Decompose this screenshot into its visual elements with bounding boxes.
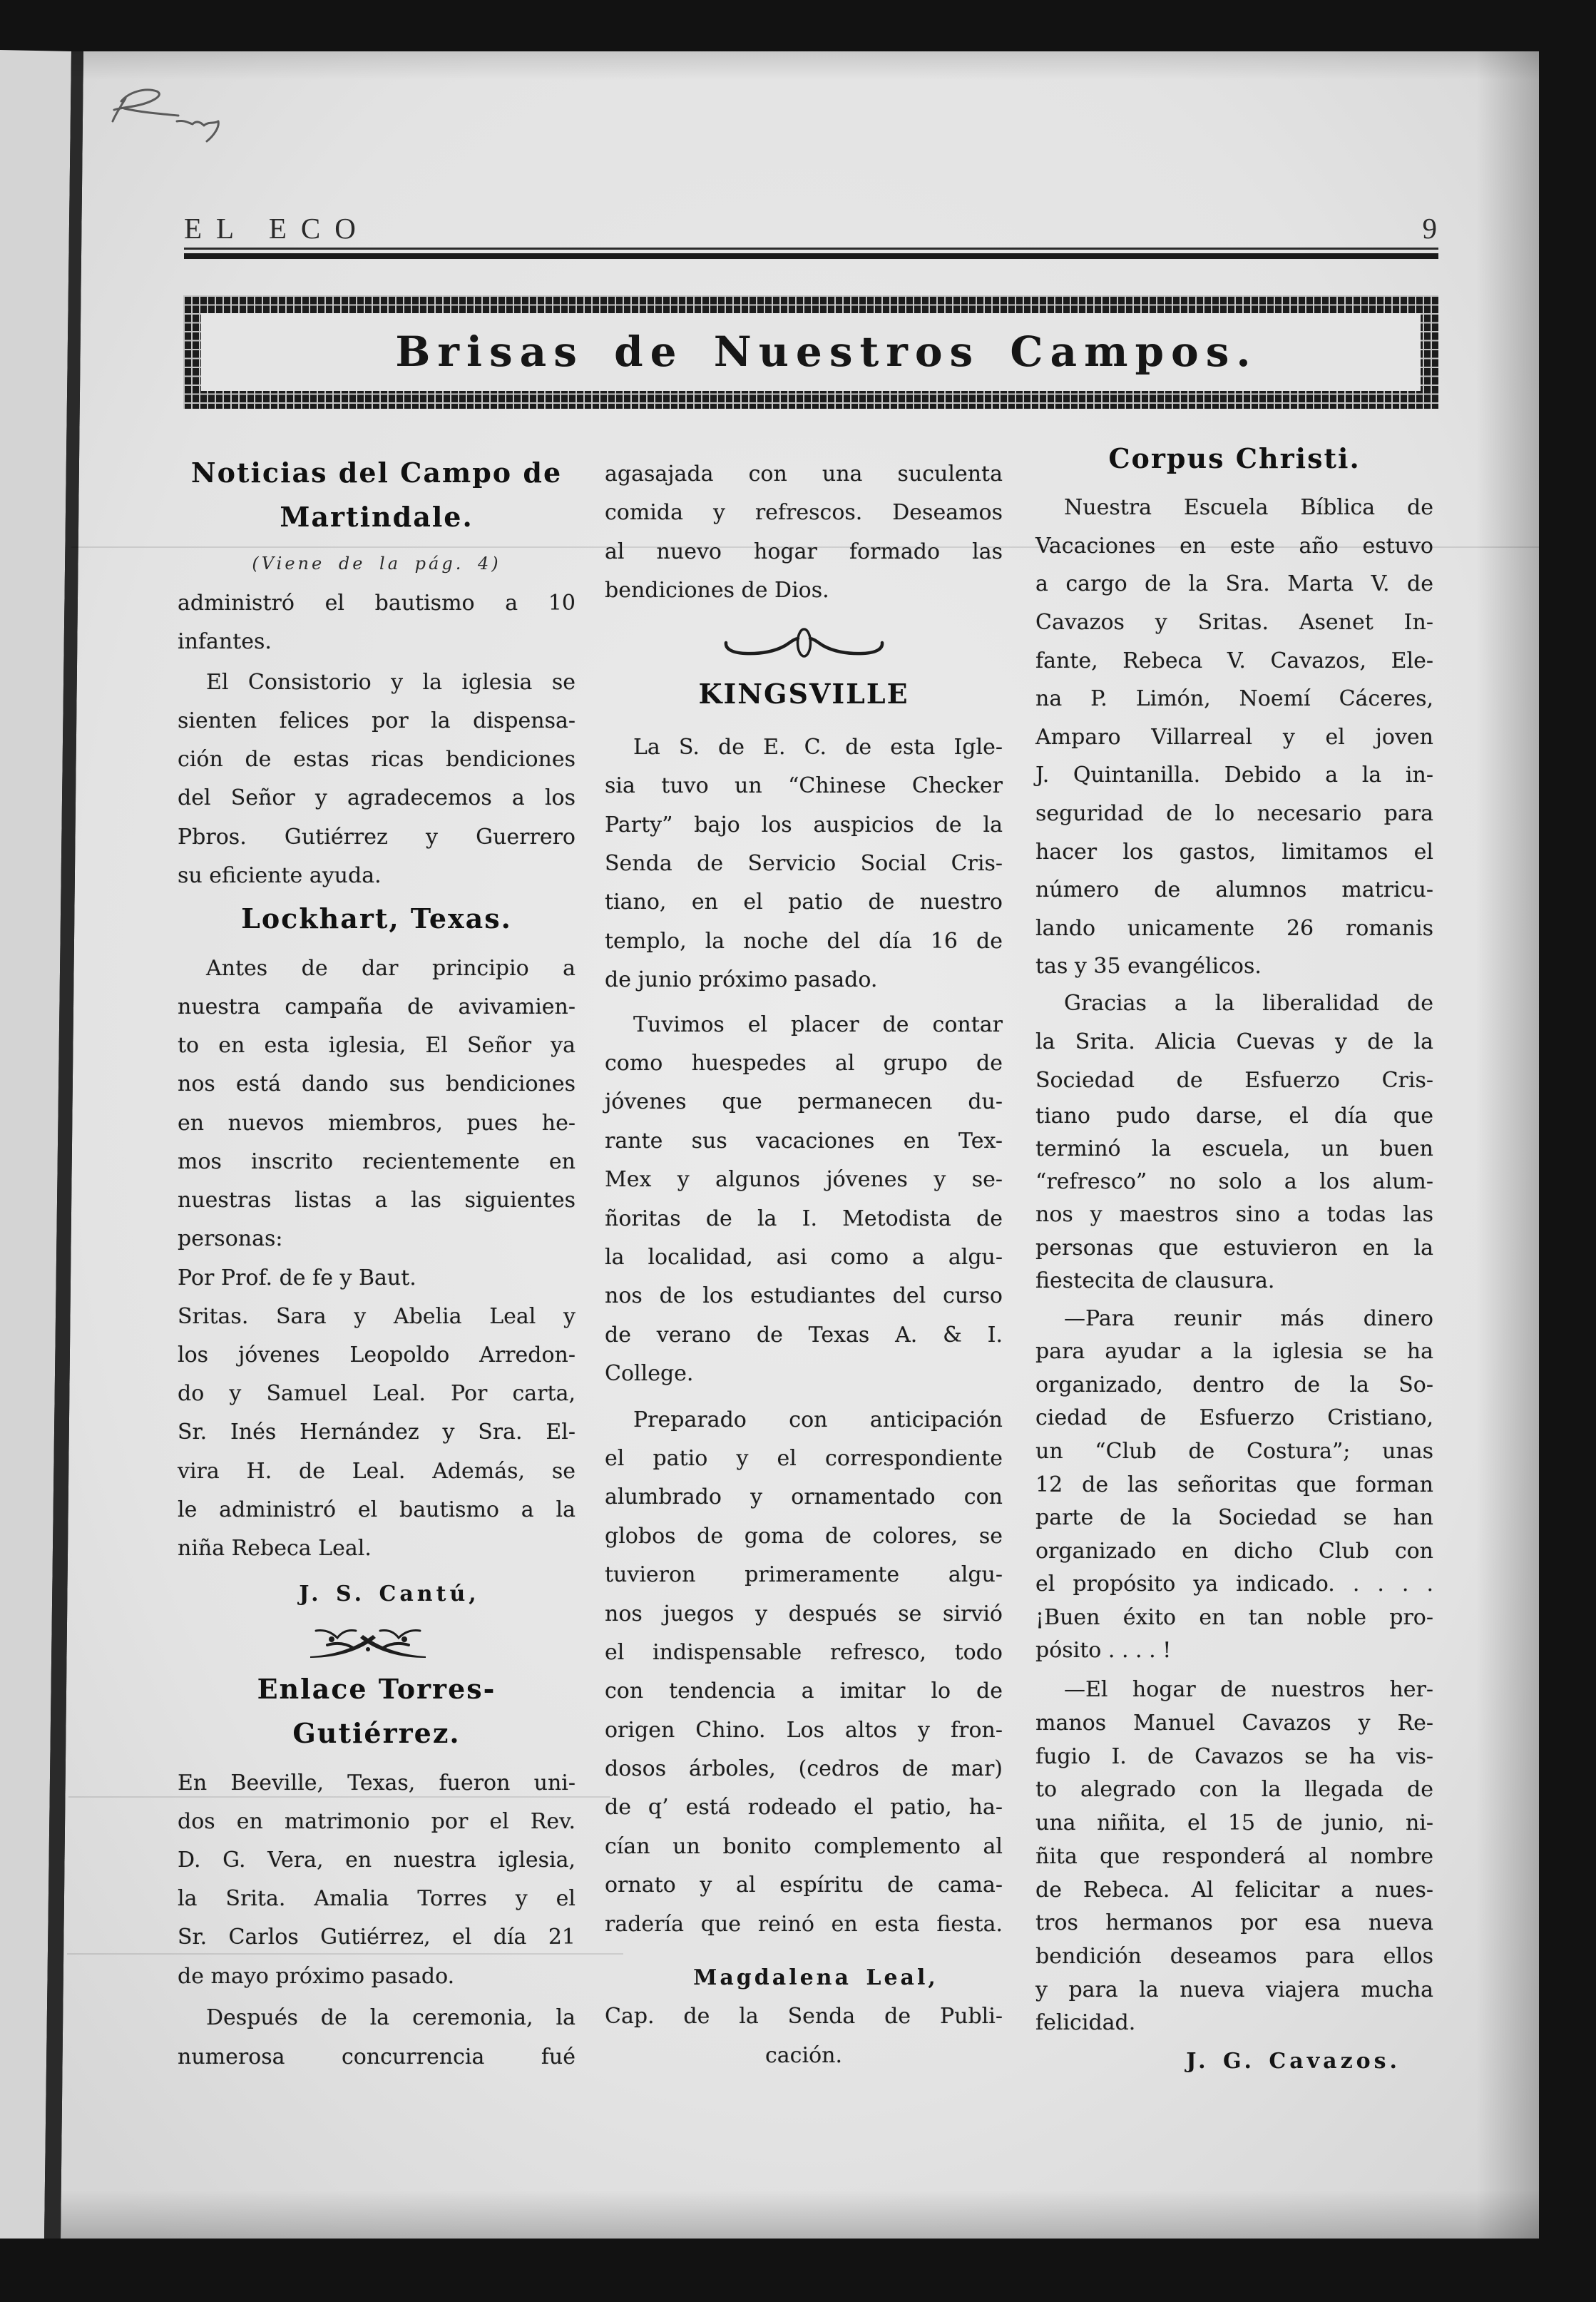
- text-line: cían un bonito complemento al: [605, 1833, 1003, 1859]
- text-line: En Beeville, Texas, fueron uni-: [178, 1770, 576, 1796]
- text-line: alumbrado y ornamentado con: [605, 1484, 1003, 1510]
- text-line: el patio y el correspondiente: [605, 1445, 1003, 1471]
- paragraph: [178, 949, 576, 1259]
- text-line: La S. de E. C. de esta Igle-: [633, 734, 1003, 760]
- text-line: —El hogar de nuestros her-: [1064, 1677, 1433, 1703]
- text-line: Party” bajo los auspicios de la: [605, 812, 1003, 837]
- publication-name: EL ECO: [184, 212, 370, 245]
- text-line: terminó la escuela, un buen: [1035, 1136, 1433, 1162]
- section-banner: [183, 295, 1438, 409]
- text-line: con tendencia a imitar lo de: [605, 1679, 1003, 1704]
- text-line: ¡Buen éxito en tan noble pro-: [1035, 1604, 1433, 1630]
- text-line: nos juegos y después se sirvió: [605, 1601, 1003, 1626]
- text-line: tros hermanos por esa nueva: [1035, 1910, 1433, 1936]
- text-line: Tuvimos el placer de contar: [633, 1012, 1003, 1037]
- text-line: J. Quintanilla. Debido a la in-: [1035, 763, 1433, 788]
- page-shadow-bottom: [61, 2190, 1539, 2239]
- paragraph: [1035, 1303, 1433, 1669]
- text-line: de junio próximo pasado.: [605, 967, 878, 993]
- text-line: hacer los gastos, limitamos el: [1035, 839, 1433, 865]
- text-line: lando unicamente 26 romanis: [1035, 915, 1433, 941]
- text-line: seguridad de lo necesario para: [1035, 800, 1433, 826]
- text-line: comida y refrescos. Deseamos: [605, 500, 1003, 526]
- text-line: origen Chino. Los altos y fron-: [605, 1717, 1003, 1743]
- text-line: Nuestra Escuela Bíblica de: [1064, 495, 1433, 521]
- header-rule-thin: [184, 248, 1438, 250]
- text-line: un “Club de Costura”; unas: [1035, 1438, 1433, 1464]
- text-line: manos Manuel Cavazos y Re-: [1035, 1711, 1433, 1736]
- paragraph: [178, 1999, 576, 2076]
- text-line: ñita que responderá al nombre: [1035, 1843, 1433, 1869]
- text-line: globos de goma de colores, se: [605, 1523, 1003, 1549]
- text-line: personas que estuvieron en la: [1035, 1235, 1433, 1261]
- text-line: ornato y al espíritu de cama-: [605, 1873, 1003, 1898]
- text-line: a cargo de la Sra. Marta V. de: [1035, 571, 1433, 597]
- paragraph: [1035, 1674, 1433, 2040]
- column-1: [178, 451, 576, 2077]
- text-line: para ayudar a la iglesia se ha: [1035, 1339, 1433, 1365]
- paragraph: [605, 728, 1003, 1000]
- paragraph-continued: [605, 455, 1003, 611]
- text-line: College.: [605, 1361, 694, 1387]
- text-line: le administró el bautismo a la: [178, 1497, 576, 1522]
- heading-line: Enlace Torres-: [257, 1672, 496, 1705]
- text-line: tas y 35 evangélicos.: [1035, 954, 1262, 979]
- handwritten-mark: [100, 77, 235, 145]
- text-line: organizado en dicho Club con: [1035, 1538, 1433, 1564]
- text-line: D. G. Vera, en nuestra iglesia,: [178, 1847, 576, 1873]
- text-line: su eficiente ayuda.: [178, 862, 382, 888]
- text-line: do y Samuel Leal. Por carta,: [178, 1381, 576, 1407]
- text-line: ñoritas de la I. Metodista de: [605, 1206, 1003, 1231]
- text-line: nuestra campaña de avivamien-: [178, 994, 576, 1019]
- paragraph: [605, 1401, 1003, 1944]
- text-line: de Rebeca. Al felicitar a nues-: [1035, 1877, 1433, 1903]
- text-line: una niñita, el 15 de junio, ni-: [1035, 1810, 1433, 1836]
- text-line: y para la nueva viajera mucha: [1035, 1977, 1433, 2002]
- paragraph: [178, 1298, 576, 1568]
- swash-ornament-icon: [724, 627, 884, 658]
- page-shadow-top: [71, 51, 1539, 80]
- text-line: Preparado con anticipación: [633, 1407, 1003, 1432]
- text-line: tiano pudo darse, el día que: [1035, 1103, 1433, 1129]
- text-line: Gracias a la liberalidad de: [1064, 990, 1433, 1016]
- text-line: —Para reunir más dinero: [1064, 1305, 1433, 1331]
- text-line: administró el bautismo a 10: [178, 590, 576, 616]
- text-line: del Señor y agradecemos a los: [178, 785, 576, 811]
- text-line: infantes.: [178, 628, 272, 654]
- text-line: Senda de Servicio Social Cris-: [605, 850, 1003, 876]
- text-line: pósito . . . . !: [1035, 1638, 1172, 1664]
- text-line: dosos árboles, (cedros de mar): [605, 1756, 1003, 1782]
- paragraph: [1035, 984, 1433, 1298]
- header-rule-thick: [184, 253, 1438, 259]
- crossed-quills-ornament-icon: [306, 1626, 430, 1658]
- paragraph: [605, 1006, 1003, 1394]
- text-line: la Srita. Amalia Torres y el: [178, 1886, 576, 1912]
- text-line: sia tuvo un “Chinese Checker: [605, 773, 1003, 799]
- text-line: mos inscrito recientemente en: [178, 1149, 576, 1174]
- text-line: de q’ está rodeado el patio, ha-: [605, 1795, 1003, 1820]
- text-line: dos en matrimonio por el Rev.: [178, 1808, 576, 1834]
- text-line: Cap. de la Senda de Publi-: [605, 2004, 1003, 2029]
- author-signature: J. S. Cantú,: [299, 1581, 480, 1606]
- text-line: número de alumnos matricu-: [1035, 877, 1433, 903]
- text-line: ciedad de Esfuerzo Cristiano,: [1035, 1405, 1433, 1431]
- text-line: cación.: [764, 2042, 842, 2068]
- text-line: Vacaciones en este año estuvo: [1035, 533, 1433, 559]
- author-signature: Magdalena Leal,: [693, 1965, 938, 1990]
- text-line: Después de la ceremonia, la: [206, 2005, 576, 2031]
- text-line: Por Prof. de fe y Baut.: [178, 1265, 416, 1290]
- text-line: la localidad, asi como a algu-: [605, 1245, 1003, 1270]
- text-line: en nuevos miembros, pues he-: [178, 1110, 576, 1136]
- column-2: [605, 455, 1003, 2075]
- article-heading-kingsville: KINGSVILLE: [698, 677, 909, 710]
- text-line: Antes de dar principio a: [206, 955, 576, 981]
- text-line: organizado, dentro de la So-: [1035, 1372, 1433, 1397]
- text-line: como huespedes al grupo de: [605, 1051, 1003, 1076]
- paragraph: [1035, 489, 1433, 986]
- text-line: la Srita. Alicia Cuevas y de la: [1035, 1029, 1433, 1054]
- text-line: bendiciones de Dios.: [605, 577, 829, 603]
- continuation-note: (Viene de la pág. 4): [252, 554, 501, 574]
- text-line: Cavazos y Sritas. Asenet In-: [1035, 609, 1433, 635]
- paragraph: [178, 1259, 576, 1298]
- column-3: [1035, 437, 1433, 2079]
- text-line: los jóvenes Leopoldo Arredon-: [178, 1343, 576, 1368]
- text-line: nuestras listas a las siguientes: [178, 1187, 576, 1213]
- text-line: personas:: [178, 1226, 283, 1252]
- text-line: el indispensable refresco, todo: [605, 1639, 1003, 1665]
- text-line: felicidad.: [1035, 2010, 1136, 2036]
- text-line: fiestecita de clausura.: [1035, 1268, 1275, 1293]
- section-banner-inner: [201, 313, 1421, 391]
- author-title: [605, 1997, 1003, 2075]
- text-line: Sr. Carlos Gutiérrez, el día 21: [178, 1925, 576, 1950]
- section-title: Brisas de Nuestros Campos.: [395, 327, 1258, 376]
- paragraph: [178, 663, 576, 895]
- text-line: Sr. Inés Hernández y Sra. El-: [178, 1420, 576, 1445]
- text-line: vira H. de Leal. Además, se: [178, 1458, 576, 1484]
- text-line: Sritas. Sara y Abelia Leal y: [178, 1303, 576, 1329]
- text-line: to alegrado con la llegada de: [1035, 1777, 1433, 1803]
- heading-line: Martindale.: [280, 501, 474, 533]
- text-line: 12 de las señoritas que forman: [1035, 1472, 1433, 1497]
- text-line: al nuevo hogar formado las: [605, 539, 1003, 564]
- article-heading-corpus-christi: Corpus Christi.: [1108, 442, 1361, 474]
- article-heading-enlace: [178, 1667, 576, 1756]
- text-line: radería que reinó en esta fiesta.: [605, 1911, 1003, 1937]
- text-line: jóvenes que permanecen du-: [605, 1089, 1003, 1115]
- text-line: numerosa concurrencia fué: [178, 2044, 576, 2069]
- text-line: rante sus vacaciones en Tex-: [605, 1128, 1003, 1153]
- article-heading-lockhart: Lockhart, Texas.: [241, 902, 512, 934]
- paragraph: [178, 1764, 576, 1996]
- text-line: parte de la Sociedad se han: [1035, 1505, 1433, 1531]
- text-line: agasajada con una suculenta: [605, 461, 1003, 487]
- text-line: “refresco” no solo a los alum-: [1035, 1169, 1433, 1195]
- text-line: to en esta iglesia, El Señor ya: [178, 1033, 576, 1059]
- text-line: templo, la noche del día 16 de: [605, 928, 1003, 954]
- text-line: na P. Limón, Noemí Cáceres,: [1035, 686, 1433, 712]
- heading-line: Noticias del Campo de: [190, 457, 563, 489]
- article-heading-martindale: [178, 451, 576, 539]
- text-line: sienten felices por la dispensa-: [178, 708, 576, 733]
- page-shadow-right: [1476, 51, 1539, 2239]
- text-line: nos y maestros sino a todas las: [1035, 1202, 1433, 1228]
- text-line: Sociedad de Esfuerzo Cris-: [1035, 1067, 1433, 1093]
- text-line: nos está dando sus bendiciones: [178, 1071, 576, 1097]
- text-line: nos de los estudiantes del curso: [605, 1283, 1003, 1309]
- text-line: Mex y algunos jóvenes y se-: [605, 1167, 1003, 1193]
- text-line: Amparo Villarreal y el joven: [1035, 724, 1433, 750]
- text-line: fugio I. de Cavazos se ha vis-: [1035, 1743, 1433, 1769]
- text-line: de verano de Texas A. & I.: [605, 1322, 1003, 1348]
- text-line: Pbros. Gutiérrez y Guerrero: [178, 824, 576, 850]
- text-line: ción de estas ricas bendiciones: [178, 747, 576, 773]
- text-line: niña Rebeca Leal.: [178, 1535, 372, 1561]
- text-line: de mayo próximo pasado.: [178, 1963, 455, 1989]
- text-line: el propósito ya indicado. . . . .: [1035, 1572, 1433, 1597]
- text-line: tiano, en el patio de nuestro: [605, 890, 1003, 915]
- text-line: fante, Rebeca V. Cavazos, Ele-: [1035, 648, 1433, 673]
- heading-line: Gutiérrez.: [292, 1716, 461, 1749]
- text-line: tuvieron primeramente algu-: [605, 1562, 1003, 1588]
- author-signature: J. G. Cavazos.: [1186, 2048, 1401, 2074]
- text-line: El Consistorio y la iglesia se: [206, 669, 576, 695]
- page-number: 9: [1422, 212, 1437, 245]
- text-line: bendición deseamos para ellos: [1035, 1943, 1433, 1969]
- paragraph: [178, 584, 576, 661]
